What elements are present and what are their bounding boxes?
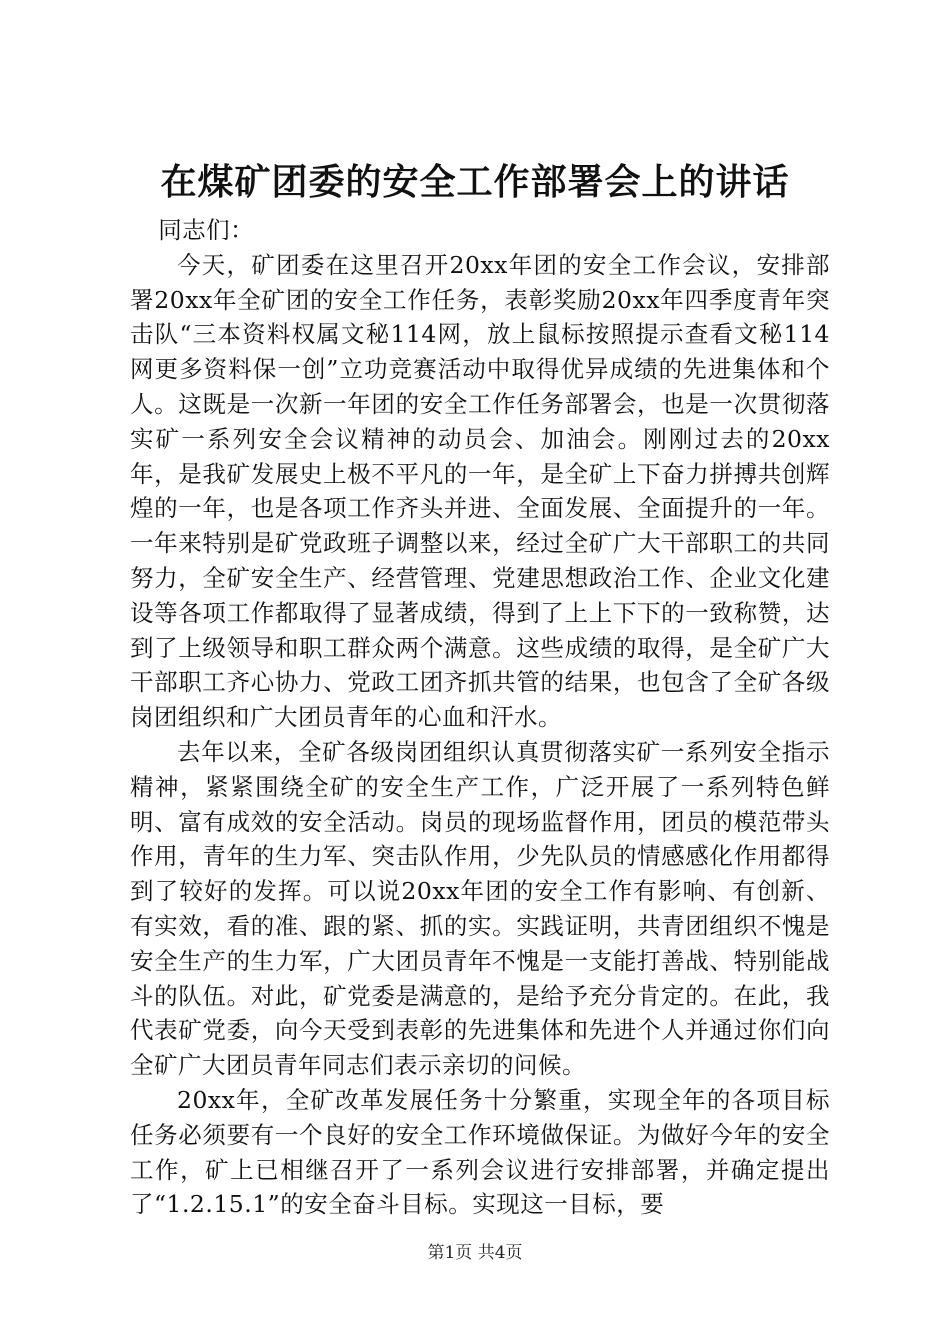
document-body xyxy=(130,213,830,1222)
paragraph-1: 今天，矿团委在这里召开20xx年团的安全工作会议，安排部署20xx年全矿团的安全工作任务，表彰奖励20xx年四季度青年突击队“三本资料权属文秘114网，放上鼠标按照提示查看文秘114网更多资料保一创”立功竞赛活动中取得优异成绩的先进集体和个人。这既是一次新一年团的安全工作任务部署会，也是一次贯彻落实矿一系列安全会议精神的动员会、加油会。刚刚过去的20xx年，是我矿发展史上极不平凡的一年，是全矿上下奋力拼搏共创辉煌的一年，也是各项工作齐头并进、全面发展、全面提升的一年。一年来特别是矿党政班子调整以来，经过全矿广大干部职工的共同努力，全矿安全生产、经营管理、党建思想政治工作、企业文化建设等各项工作都取得了显著成绩，得到了上上下下的一致称赞，达到了上级领导和职工群众两个满意。这些成绩的取得，是全矿广大干部职工齐心协力、党政工团齐抓共管的结果，也包含了全矿各级岗团组织和广大团员青年的心血和汗水。 xyxy=(130,250,830,732)
document-title: 在煤矿团委的安全工作部署会上的讲话 xyxy=(160,161,790,203)
paragraph-2: 去年以来，全矿各级岗团组织认真贯彻落实矿一系列安全指示精神，紧紧围绕全矿的安全生产工作，广泛开展了一系列特色鲜明、富有成效的安全活动。岗员的现场监督作用，团员的模范带头作用，青年的生力军、突击队作用，少先队员的情感感化作用都得到了较好的发挥。可以说20xx年团的安全工作有影响、有创新、有实效，看的准、跟的紧、抓的实。实践证明，共青团组织不愧是安全生产的生力军，广大团员青年不愧是一支能打善战、特别能战斗的队伍。对此，矿党委是满意的，是给予充分肯定的。在此，我代表矿党委，向今天受到表彰的先进集体和先进个人并通过你们向全矿广大团员青年同志们表示亲切的问候。 xyxy=(130,737,830,1080)
salutation: 同志们： xyxy=(158,216,255,244)
page-footer: 第1页 共4页 xyxy=(427,1243,523,1263)
paragraph-3: 20xx年，全矿改革发展任务十分繁重，实现全年的各项目标任务必须要有一个良好的安全工作环境做保证。为做好今年的安全工作，矿上已相继召开了一系列会议进行安排部署，并确定提出了“1.2.15.1”的安全奋斗目标。实现这一目标，要 xyxy=(130,1085,830,1219)
